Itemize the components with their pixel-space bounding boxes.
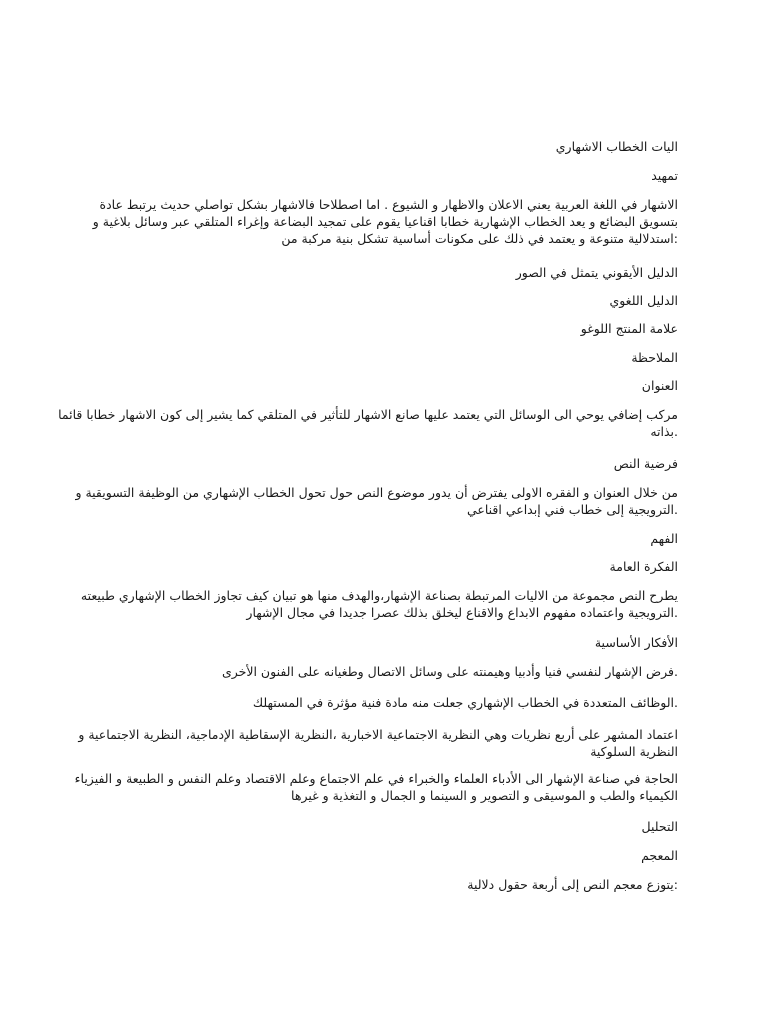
linguistic-evidence: الدليل اللغوي <box>609 293 678 308</box>
intro-line: بتسويق البضائع و يعد الخطاب الإشهارية خطابا اقناعيا يقوم على تمجيد البضاعة وإغراء المتلقي عبر وسائل بلاغية و <box>92 214 678 229</box>
main-idea-4-line: الحاجة في صناعة الإشهار الى الأدباء العلماء والخبراء في علم الاجتماع وعلم الاقتصاد وعلم النفس و الطبيعة و الفيزياء <box>74 771 678 786</box>
title-desc-line: مركب إضافي يوحي الى الوسائل التي يعتمد عليها صانع الاشهار للتأثير في المتلقي كما يشير إلى كون الاشهار خطابا قائما <box>58 407 678 422</box>
hypothesis-line: من خلال العنوان و الفقره الاولى يفترض أن يدور موضوع النص حول تحول الخطاب الإشهاري من الوظيفة التسويقية و <box>75 485 678 500</box>
main-idea-2: .الوظائف المتعددة في الخطاب الإشهاري جعلت منه مادة فنية مؤثرة في المستهلك <box>252 695 678 710</box>
general-idea-heading: الفكرة العامة <box>609 559 678 574</box>
main-ideas-heading: الأفكار الأساسية <box>594 635 678 650</box>
main-idea-4 <box>74 770 678 804</box>
title-desc-line: .بذاته <box>650 424 678 439</box>
intro-heading: تمهيد <box>651 168 678 183</box>
main-idea-3 <box>78 726 678 760</box>
main-idea-4-line: الكيمياء والطب و الموسيقى و التصوير و السينما و الجمال و التغذية و غيرها <box>291 788 678 803</box>
hypothesis-paragraph <box>75 484 678 518</box>
iconic-evidence: الدليل الأيقوني يتمثل في الصور <box>515 265 678 280</box>
intro-line: :استدلالية متنوعة و يعتمد في ذلك على مكونات أساسية تشكل بنية مركبة من <box>281 231 678 246</box>
product-logo: علامة المنتج اللوغو <box>580 321 678 336</box>
note-heading: الملاحظة <box>631 350 678 365</box>
document-title: اليات الخطاب الاشهاري <box>555 139 678 154</box>
hypothesis-line: .الترويجية إلى خطاب فني إبداعي اقناعي <box>466 502 678 517</box>
main-idea-3-line: اعتماد المشهر على أربع نظريات وهي النظرية الاجتماعية الاخبارية ،النظرية الإسقاطية الإدماجية، النظرية الاجتماعية و <box>78 727 678 742</box>
general-idea-line: يطرح النص مجموعة من الاليات المرتبطة بصناعة الإشهار،والهدف منها هو تبيان كيف تجاوز الخطاب الإشهاري طبيعته <box>80 588 678 603</box>
analysis-heading: التحليل <box>641 819 678 834</box>
lexicon-heading: المعجم <box>641 848 678 863</box>
intro-line: الاشهار في اللغة العربية يعني الاعلان والاظهار و الشيوع . اما اصطلاحا فالاشهار بشكل تواصلي حديث يرتبط عادة <box>99 197 678 212</box>
lexicon-text: :يتوزع معجم النص إلى أربعة حقول دلالية <box>467 877 678 892</box>
intro-paragraph <box>78 196 678 247</box>
main-idea-1: .فرض الإشهار لنفسي فنيا وأدبيا وهيمنته على وسائل الاتصال وطغيانه على الفنون الأخرى <box>221 664 678 679</box>
title-description <box>58 406 678 440</box>
title-label: العنوان <box>641 378 678 393</box>
general-idea-paragraph <box>78 587 678 621</box>
hypothesis-heading: فرضية النص <box>613 456 678 471</box>
understanding-heading: الفهم <box>650 531 678 546</box>
main-idea-3-line: النظرية السلوكية <box>590 744 678 759</box>
general-idea-line: .الترويجية واعتماده مفهوم الابداع والاقناع ليخلق بذلك عصرا جديدا في مجال الإشهار <box>246 605 678 620</box>
